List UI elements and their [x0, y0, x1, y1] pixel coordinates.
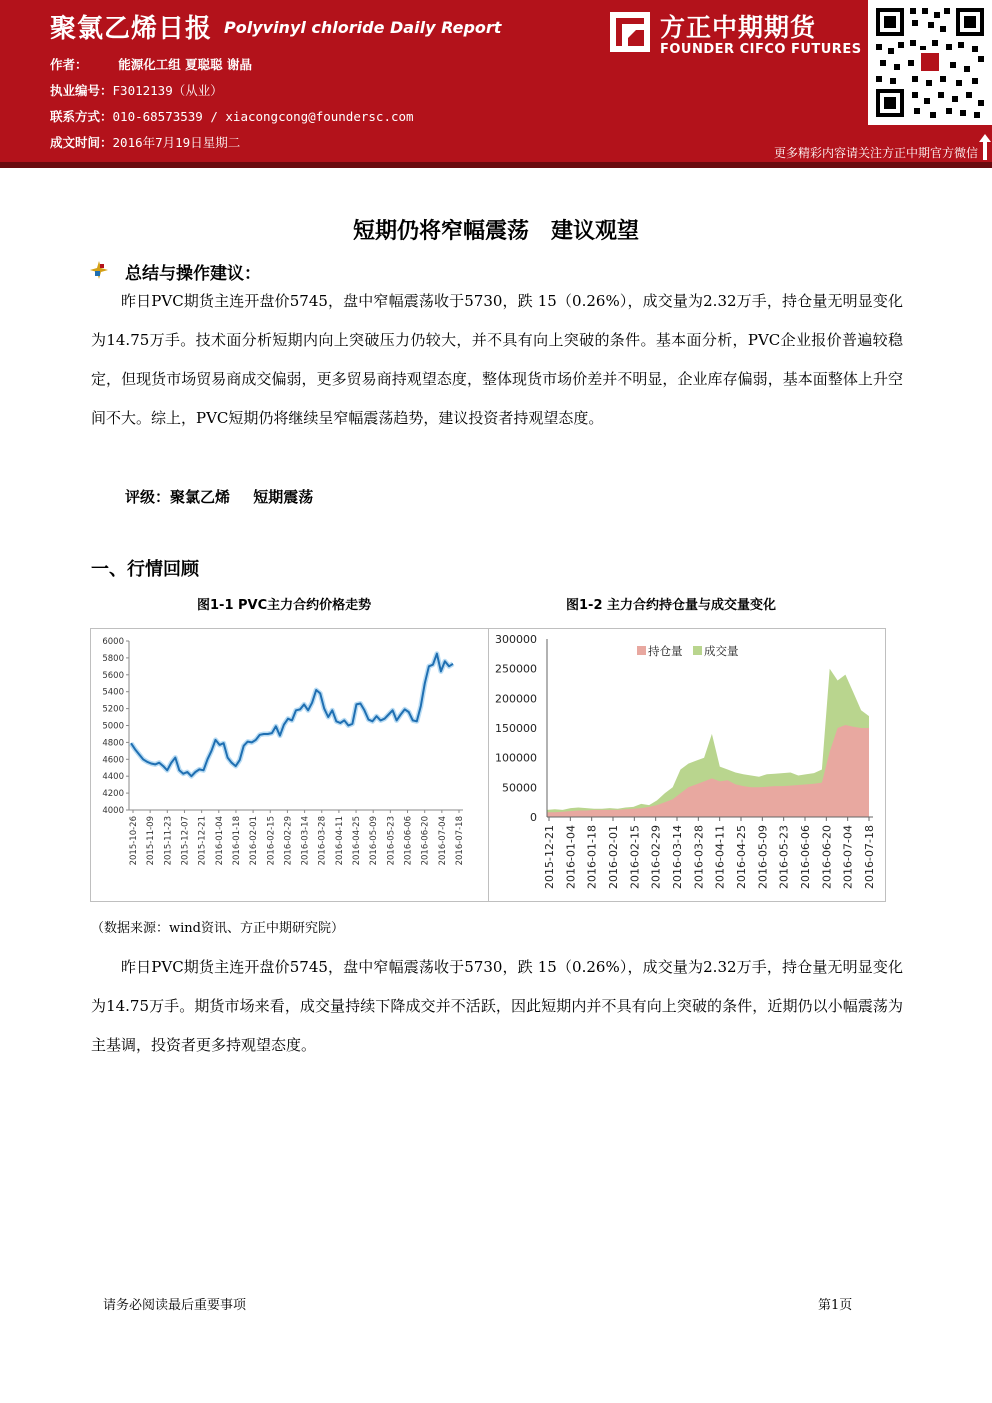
y-tick-label: 250000 [495, 662, 537, 676]
x-tick-label: 2015-12-21 [543, 825, 556, 889]
contact-value: 010-68573539 / xiacongcong@foundersc.com [112, 109, 414, 124]
legend-swatch-volume [693, 646, 702, 655]
x-tick-label: 2016-04-11 [713, 825, 727, 889]
report-title-cn: 聚氯乙烯日报 [50, 14, 213, 44]
arrow-up-icon [979, 134, 991, 160]
follow-wechat-text: 更多精彩内容请关注方正中期官方微信 [773, 146, 978, 160]
author-label: 作者： [50, 57, 88, 72]
date-row [50, 133, 240, 151]
x-tick-label: 2016-05-09 [756, 825, 770, 889]
x-tick-label: 2015-11-09 [146, 816, 157, 866]
x-tick-label: 2016-03-14 [300, 816, 311, 866]
x-tick-label: 2015-12-21 [197, 816, 208, 866]
x-tick-label: 2016-01-04 [564, 825, 578, 889]
rating-label: 评级：聚氯乙烯 [125, 488, 231, 506]
date-value: 2016年7月19日星期二 [112, 135, 241, 150]
legend-label-open-interest: 持仓量 [648, 644, 683, 658]
x-tick-label: 2016-03-28 [692, 825, 706, 889]
report-header [0, 0, 992, 162]
x-tick-label: 2015-10-26 [129, 816, 139, 866]
date-label: 成文时间： [50, 135, 113, 150]
license-row [50, 81, 223, 99]
legend-label-volume: 成交量 [704, 644, 739, 658]
x-tick-label: 2016-06-06 [403, 816, 414, 866]
x-tick-label: 2016-02-29 [649, 825, 663, 889]
price-line-shadow [131, 654, 453, 777]
figure2-caption: 图1-2 主力合约持仓量与成交量变化 [566, 598, 777, 613]
wechat-qr-code-icon [868, 0, 992, 125]
y-tick-label: 4800 [102, 738, 124, 749]
volume-chart-frame [488, 628, 886, 902]
figure1-caption: 图1-1 PVC主力合约价格走势 [197, 598, 372, 613]
license-value: F3012139（从业） [112, 83, 223, 98]
x-tick-label: 2016-06-20 [820, 825, 834, 889]
x-tick-label: 2016-07-04 [437, 816, 448, 866]
x-tick-label: 2016-02-15 [628, 825, 642, 889]
x-tick-label: 2016-05-23 [777, 825, 791, 889]
y-tick-label: 5000 [102, 721, 124, 732]
y-tick-label: 5600 [102, 670, 124, 681]
data-source-note: （数据来源：wind资讯、方正中期研究院） [91, 921, 344, 936]
y-tick-label: 50000 [502, 781, 537, 795]
brand-name-en: FOUNDER CIFCO FUTURES [660, 42, 862, 57]
page-title: 短期仍将窄幅震荡 建议观望 [352, 219, 639, 244]
rating-value: 短期震荡 [253, 488, 314, 506]
founder-logo-icon [608, 10, 652, 54]
license-label: 执业编号： [50, 83, 113, 98]
section-heading-review: 一、行情回顾 [91, 559, 199, 580]
x-tick-label: 2016-04-11 [334, 816, 345, 866]
x-tick-label: 2016-02-01 [607, 825, 620, 889]
report-title-en: Polyvinyl chloride Daily Report [224, 18, 502, 37]
summary-paragraph: 昨日PVC期货主连开盘价5745，盘中窄幅震荡收于5730，跌 15（0.26%），成交量为2.32万手，持仓量无明显变化为14.75万手。技术面分析短期内向上突破压力仍较大，并不具有向上突破的条件。基本面分析，PVC企业报价普遍较稳定，但现货市场贸易商成交偏弱，更多贸易商持观望态度，整体现货市场价差并不明显，企业库存偏弱，基本面整体上升空间不大。综上，PVC短期仍将继续呈窄幅震荡趋势，建议投资者持观望态度。 [91, 292, 903, 427]
price-chart-frame [90, 628, 489, 902]
x-tick-label: 2016-05-09 [369, 816, 380, 866]
x-tick-label: 2016-03-28 [317, 816, 328, 866]
author-value: 能源化工组 夏聪聪 谢晶 [118, 57, 252, 72]
x-tick-label: 2016-06-06 [799, 825, 812, 889]
y-tick-label: 300000 [495, 633, 537, 646]
x-tick-label: 2016-01-18 [585, 825, 599, 889]
x-tick-label: 2016-05-23 [386, 816, 397, 866]
rating-line [125, 486, 331, 507]
footer-notice: 请务必阅读最后重要事项 [103, 1298, 247, 1313]
x-tick-label: 2016-01-04 [214, 816, 225, 866]
x-tick-label: 2016-02-29 [283, 816, 294, 866]
x-tick-label: 2016-02-01 [249, 816, 260, 866]
y-tick-label: 6000 [102, 637, 124, 647]
y-tick-label: 4400 [102, 772, 124, 783]
x-tick-label: 2016-03-14 [671, 825, 684, 889]
x-tick-label: 2016-06-20 [420, 816, 431, 866]
x-tick-label: 2016-01-18 [231, 816, 242, 866]
x-tick-label: 2015-12-07 [180, 816, 191, 866]
x-tick-label: 2016-07-04 [841, 825, 855, 889]
oi-volume-area-chart [489, 629, 885, 901]
y-tick-label: 4000 [102, 806, 124, 816]
summary-heading: 总结与操作建议： [125, 264, 261, 284]
header-divider [0, 162, 992, 168]
author-row [50, 55, 252, 73]
y-tick-label: 5800 [102, 653, 124, 664]
y-tick-label: 100000 [495, 751, 537, 765]
x-tick-label: 2015-11-23 [163, 816, 174, 866]
y-tick-label: 4200 [102, 789, 124, 800]
y-tick-label: 5400 [102, 687, 124, 698]
x-tick-label: 2016-07-18 [455, 816, 465, 866]
review-paragraph: 昨日PVC期货主连开盘价5745，盘中窄幅震荡收于5730，跌 15（0.26%），成交量为2.32万手，持仓量无明显变化为14.75万手。期货市场来看，成交量持续下降成交并不活跃，因此短期内并不具有向上突破的条件，近期仍以小幅震荡为主基调，投资者更多持观望态度。 [91, 958, 903, 1054]
y-tick-label: 200000 [495, 692, 537, 706]
x-tick-label: 2016-07-18 [863, 825, 876, 889]
x-tick-label: 2016-04-25 [735, 825, 748, 889]
contact-row [50, 107, 414, 125]
page-number: 第1页 [818, 1298, 853, 1313]
contact-label: 联系方式： [50, 109, 113, 124]
y-tick-label: 150000 [495, 722, 537, 735]
x-tick-label: 2016-02-15 [266, 816, 277, 866]
y-tick-label: 4600 [102, 755, 124, 766]
y-tick-label: 0 [530, 811, 537, 824]
y-tick-label: 5200 [102, 704, 124, 715]
brand-name-cn: 方正中期期货 [660, 13, 817, 42]
bullet-star-icon [90, 261, 108, 279]
price-line-chart [91, 629, 488, 901]
x-tick-label: 2016-04-25 [352, 816, 363, 866]
legend-swatch-open-interest [637, 646, 646, 655]
